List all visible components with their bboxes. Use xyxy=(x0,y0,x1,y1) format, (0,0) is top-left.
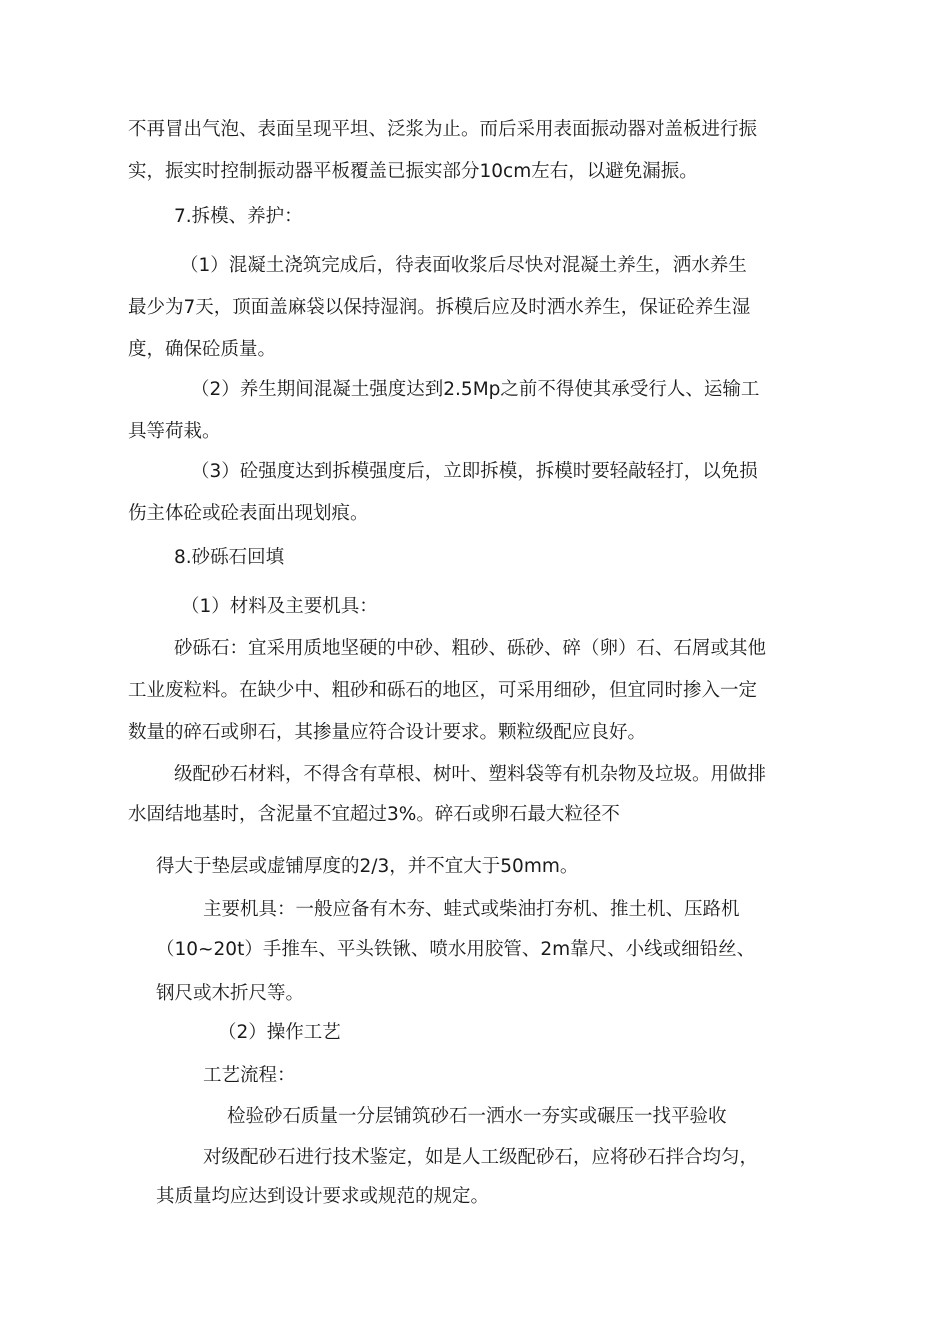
text-line: （1）材料及主要机具： xyxy=(181,596,378,617)
text-line: 工艺流程： xyxy=(203,1065,296,1086)
text-line: （2）养生期间混凝土强度达到2.5Mp之前不得使其承受行人、运输工 xyxy=(191,379,760,400)
text-line: 伤主体砼或砼表面出现划痕。 xyxy=(128,503,369,524)
text-line: 不再冒出气泡、表面呈现平坦、泛浆为止。而后采用表面振动器对盖板进行振 xyxy=(128,119,758,140)
text-line: 具等荷栽。 xyxy=(128,421,221,442)
text-line: 主要机具：一般应备有木夯、蛙式或柴油打夯机、推土机、压路机 xyxy=(203,899,740,920)
subsection-heading: （2）操作工艺 xyxy=(218,1022,341,1043)
text-line: 钢尺或木折尺等。 xyxy=(156,983,305,1004)
text-line: 最少为7天，顶面盖麻袋以保持湿润。拆模后应及时洒水养生，保证砼养生湿 xyxy=(128,297,751,318)
text-line: 实，振实时控制振动器平板覆盖已振实部分10cm左右，以避免漏振。 xyxy=(128,161,698,182)
text-line: （1）混凝土浇筑完成后，待表面收浆后尽快对混凝土养生，洒水养生 xyxy=(180,255,747,276)
text-line: 其质量均应达到设计要求或规范的规定。 xyxy=(156,1186,490,1207)
text-line: 水固结地基时，含泥量不宜超过3%。碎石或卵石最大粒径不 xyxy=(128,804,620,825)
text-line: 砂砾石：宜采用质地坚硬的中砂、粗砂、砾砂、碎（卵）石、石屑或其他 xyxy=(174,638,767,659)
text-line: 对级配砂石进行技术鉴定，如是人工级配砂石，应将砂石拌合均匀， xyxy=(203,1147,759,1168)
text-line: （10~20t）手推车、平头铁锹、喷水用胶管、2m靠尺、小线或细铅丝、 xyxy=(156,939,756,960)
text-line: 得大于垫层或虚铺厚度的2/3，并不宜大于50mm。 xyxy=(156,856,579,877)
section-heading: 8.砂砾石回填 xyxy=(174,547,285,568)
text-line: 级配砂石材料，不得含有草根、树叶、塑料袋等有机杂物及垃圾。用做排 xyxy=(174,764,767,785)
process-flow: 检验砂石质量一分层铺筑砂石一洒水一夯实或碾压一找平验收 xyxy=(227,1106,727,1127)
text-line: （3）砼强度达到拆模强度后，立即拆模，拆模时要轻敲轻打，以免损 xyxy=(191,461,758,482)
text-line: 数量的碎石或卵石，其掺量应符合设计要求。颗粒级配应良好。 xyxy=(128,722,647,743)
section-heading: 7.拆模、养护： xyxy=(174,206,303,227)
text-line: 工业废粒料。在缺少中、粗砂和砾石的地区，可采用细砂，但宜同时掺入一定 xyxy=(128,680,758,701)
text-line: 度，确保砼质量。 xyxy=(128,339,277,360)
